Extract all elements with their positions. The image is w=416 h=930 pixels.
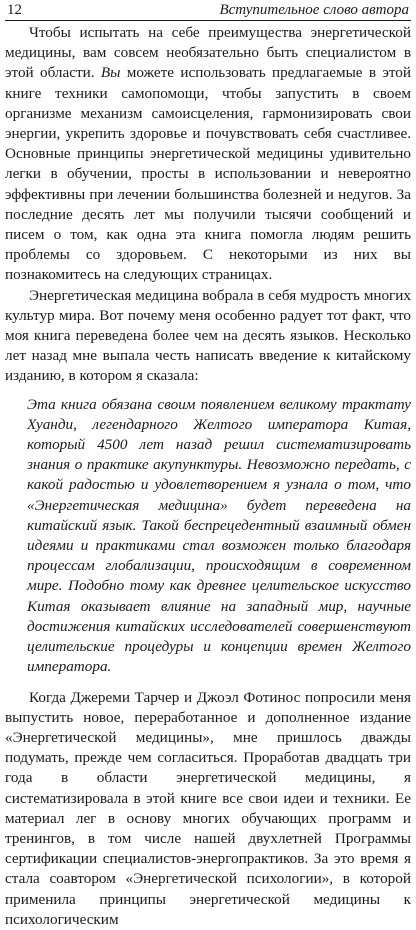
header-rule <box>5 20 411 21</box>
paragraph-1 <box>5 23 411 286</box>
running-title: Вступительное слово автора <box>219 2 409 18</box>
paragraph-1-emphasis: Вы <box>100 64 121 82</box>
page-number: 12 <box>7 2 22 18</box>
body-text <box>5 23 411 930</box>
paragraph-1-part-b: можете использовать предлагаемые в этой книге техники самопомощи, чтобы запустить в своем организме механизм самоисцеления, гармонизировать свои энергии, укрепить здоровье и почувствовать себя счастливее. Основные принципы энергетической медицины удивительно легки в обучении, просты в использовании и невероятно эффективны при лечении большинства болезней и недугов. За последние десять лет мы получили тысячи сообщений и писем о том, как одна эта книга помогла людям решить проблемы со здоровьем. С некоторыми из них вы познакомитесь на следующих страницах. <box>5 64 411 284</box>
block-quote: Эта книга обязана своим появлением великому трактату Хуанди, легендарного Желтого императора Китая, который 4500 лет назад решил систематизировать знания о практике акупунктуры. Невозможно передать, с какой радостью и удовлетворением я узнала о том, что «Энергетическая медицина» будет переведена на китайский язык. Такой беспрецедентный взаимный обмен идеями и практиками стал возможен только благодаря процессам глобализации, происходящим в современном мире. Подобно тому как древнее целительское искусство Китая оказывает влияние на западный мир, научные достижения китайских исследователей совершенствуют целительские процедуры и концепции времен Желтого императора. <box>27 395 411 676</box>
paragraph-2: Энергетическая медицина вобрала в себя мудрость многих культур мира. Вот почему меня особенно радует тот факт, что моя книга переведена более чем на десять языков. Несколько лет назад мне выпала честь написать введение к китайскому изданию, в котором я сказала: <box>5 286 411 385</box>
paragraph-1-part-a: Чтобы испытать на себе преимущества энергетической медицины, вам совсем необязательно быть специалистом в этой области. <box>5 24 411 82</box>
running-head <box>5 0 411 20</box>
paragraph-3: Когда Джереми Тарчер и Джоэл Фотинос попросили меня выпустить новое, переработанное и дополненное издание «Энергетической медицины», мне пришлось дважды подумать, прежде чем согласиться. Проработав двадцать три года в области энергетической медицины, я систематизировала в этой книге все свои идеи и техники. Ее материал лег в основу многих обучающих программ и тренингов, в том числе нашей двухлетней Программы сертификации специалистов-энергопрактиков. За это время я стала соавтором «Энергетической психологии», в которой применила принципы энергетической медицины к психологическим <box>5 688 411 928</box>
